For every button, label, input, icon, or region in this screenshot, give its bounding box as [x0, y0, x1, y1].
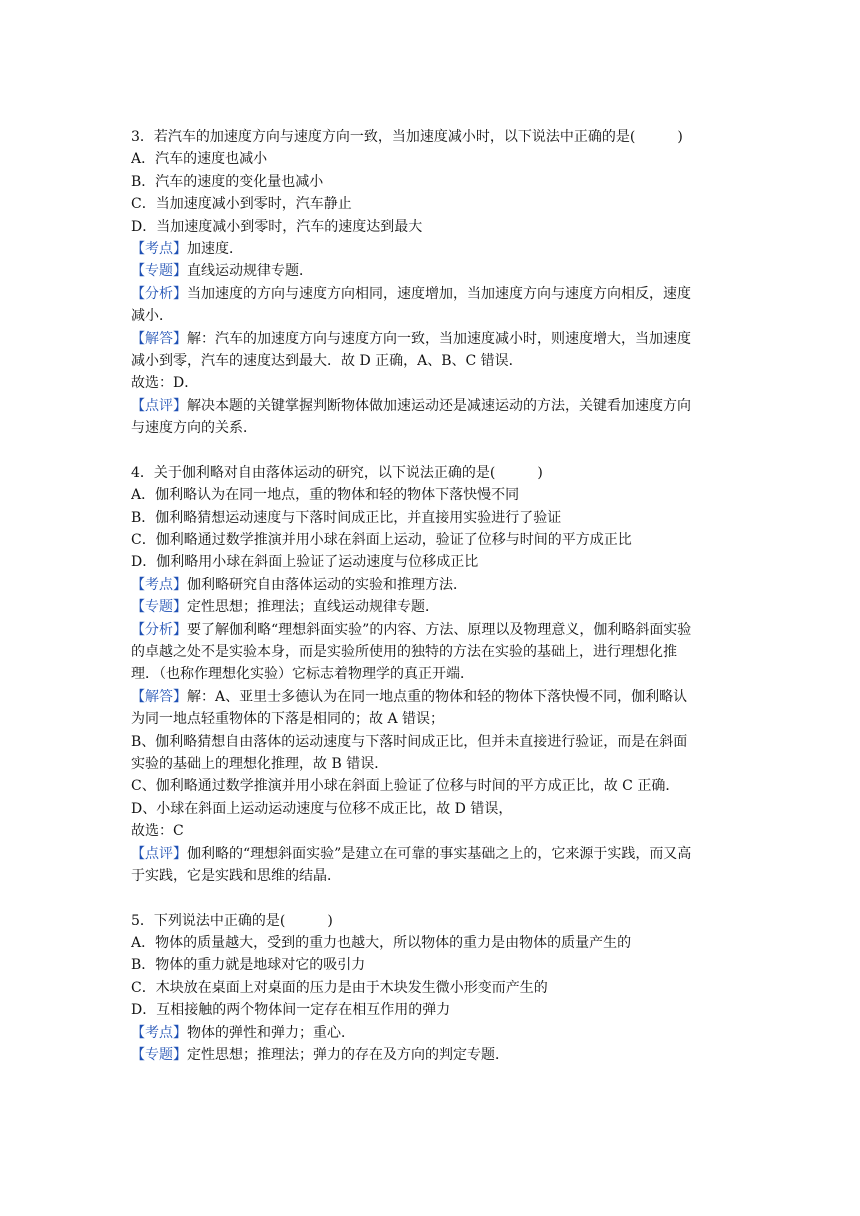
line-text: D．当加速度减小到零时，汽车的速度达到最大 [131, 218, 423, 235]
section-tag: 【点评】 [131, 845, 187, 862]
text-line [131, 305, 735, 327]
annotated-line [131, 283, 735, 305]
line-text: 减小． [131, 308, 173, 325]
line-text: 当加速度的方向与速度方向相同，速度增加，当加速度方向与速度方向相反，速度 [187, 285, 691, 302]
line-text: 加速度． [187, 240, 243, 257]
text-line [131, 708, 735, 730]
line-text: A．汽车的速度也减小 [131, 151, 268, 168]
text-line [131, 126, 735, 148]
line-text: 定性思想；推理法；直线运动规律专题． [187, 599, 439, 616]
line-text: 为同一地点轻重物体的下落是相同的；故 A 错误； [131, 711, 445, 728]
text-line [131, 350, 735, 372]
section-tag: 【考点】 [131, 576, 187, 593]
line-text: 解：汽车的加速度方向与速度方向一致，当加速度减小时，则速度增大，当加速度 [187, 330, 691, 347]
text-line [131, 798, 735, 820]
line-text: B．伽利略猜想运动速度与下落时间成正比，并直接用实验进行了验证 [131, 509, 562, 526]
text-line [131, 417, 735, 439]
line-text: 解决本题的关键掌握判断物体做加速运动还是减速运动的方法，关键看加速度方向 [187, 397, 691, 414]
line-text: 要了解伽利略“理想斜面实验”的内容、方法、原理以及物理意义，伽利略斜面实验 [187, 621, 692, 638]
text-line [131, 753, 735, 775]
question-block [131, 126, 735, 439]
annotated-line [131, 574, 735, 596]
section-tag: 【专题】 [131, 1047, 187, 1064]
line-text: 伽利略研究自由落体运动的实验和推理方法． [187, 576, 467, 593]
text-line [131, 641, 735, 663]
line-text: 于实践，它是实践和思维的结晶． [131, 867, 341, 884]
annotated-line [131, 1044, 735, 1066]
line-text: 3．若汽车的加速度方向与速度方向一致，当加速度减小时，以下说法中正确的是( ) [131, 129, 683, 145]
text-line [131, 462, 735, 484]
line-text: 直线运动规律专题． [187, 263, 313, 280]
line-text: C．伽利略通过数学推演并用小球在斜面上运动，验证了位移与时间的平方成正比 [131, 532, 632, 549]
text-line [131, 932, 735, 954]
line-text: 实验的基础上的理想化推理，故 B 错误． [131, 755, 389, 772]
annotated-line [131, 619, 735, 641]
line-text: A．物体的质量越大，受到的重力也越大，所以物体的重力是由物体的质量产生的 [131, 935, 632, 952]
line-text: 4．关于伽利略对自由落体运动的研究，以下说法正确的是( ) [131, 464, 543, 481]
annotated-line [131, 843, 735, 865]
section-tag: 【点评】 [131, 397, 187, 414]
text-line [131, 529, 735, 551]
line-text: C．木块放在桌面上对桌面的压力是由于木块发生微小形变而产生的 [131, 979, 548, 996]
annotated-line [131, 260, 735, 282]
annotated-line [131, 1022, 735, 1044]
line-text: 与速度方向的关系． [131, 420, 257, 437]
line-text: 故选：D． [131, 375, 199, 392]
line-text: 伽利略的“理想斜面实验”是建立在可靠的事实基础之上的，它来源于实践，而又高 [187, 845, 692, 862]
question-block [131, 910, 735, 1067]
text-line [131, 954, 735, 976]
section-tag: 【分析】 [131, 285, 187, 302]
text-line [131, 865, 735, 887]
text-line [131, 551, 735, 573]
section-tag: 【专题】 [131, 263, 187, 280]
line-text: D．互相接触的两个物体间一定存在相互作用的弹力 [131, 1002, 451, 1019]
line-text: B．汽车的速度的变化量也减小 [131, 173, 324, 190]
text-line [131, 507, 735, 529]
text-line [131, 731, 735, 753]
section-tag: 【解答】 [131, 688, 187, 705]
line-text: 减小到零，汽车的速度达到最大．故 D 正确，A、B、C 错误． [131, 352, 523, 369]
line-text: B、伽利略猜想自由落体的运动速度与下落时间成正比，但并未直接进行验证，而是在斜面 [131, 733, 688, 750]
annotated-line [131, 686, 735, 708]
text-line [131, 484, 735, 506]
text-line [131, 820, 735, 842]
line-text: 定性思想；推理法；弹力的存在及方向的判定专题． [187, 1047, 509, 1064]
section-tag: 【考点】 [131, 240, 187, 257]
line-text: 故选：C [131, 823, 184, 840]
text-line [131, 171, 735, 193]
text-line [131, 148, 735, 170]
question-separator [131, 439, 735, 461]
document-content [131, 126, 735, 1066]
line-text: B．物体的重力就是地球对它的吸引力 [131, 957, 366, 974]
text-line [131, 216, 735, 238]
section-tag: 【解答】 [131, 330, 187, 347]
text-line [131, 775, 735, 797]
line-text: C、伽利略通过数学推演并用小球在斜面上验证了位移与时间的平方成正比，故 C 正确． [131, 778, 680, 795]
text-line [131, 910, 735, 932]
annotated-line [131, 596, 735, 618]
section-tag: 【分析】 [131, 621, 187, 638]
text-line [131, 193, 735, 215]
text-line [131, 999, 735, 1021]
line-text: 理．（也称作理想化实验）它标志着物理学的真正开端． [131, 666, 474, 683]
line-text: 解：A、亚里士多德认为在同一地点重的物体和轻的物体下落快慢不同，伽利略认 [187, 688, 688, 705]
text-line [131, 977, 735, 999]
line-text: 5．下列说法中正确的是( ) [131, 912, 333, 929]
line-text: C．当加速度减小到零时，汽车静止 [131, 196, 352, 213]
line-text: D、小球在斜面上运动运动速度与位移不成正比，故 D 错误， [131, 800, 513, 817]
line-text: 物体的弹性和弹力；重心． [187, 1024, 355, 1041]
section-tag: 【考点】 [131, 1024, 187, 1041]
annotated-line [131, 328, 735, 350]
annotated-line [131, 238, 735, 260]
question-block [131, 462, 735, 887]
line-text: A．伽利略认为在同一地点，重的物体和轻的物体下落快慢不同 [131, 487, 520, 504]
line-text: D．伽利略用小球在斜面上验证了运动速度与位移成正比 [131, 554, 479, 571]
text-line [131, 663, 735, 685]
section-tag: 【专题】 [131, 599, 187, 616]
line-text: 的卓越之处不是实验本身，而是实验所使用的独特的方法在实验的基础上，进行理想化推 [131, 643, 677, 660]
question-separator [131, 887, 735, 909]
annotated-line [131, 395, 735, 417]
text-line [131, 372, 735, 394]
